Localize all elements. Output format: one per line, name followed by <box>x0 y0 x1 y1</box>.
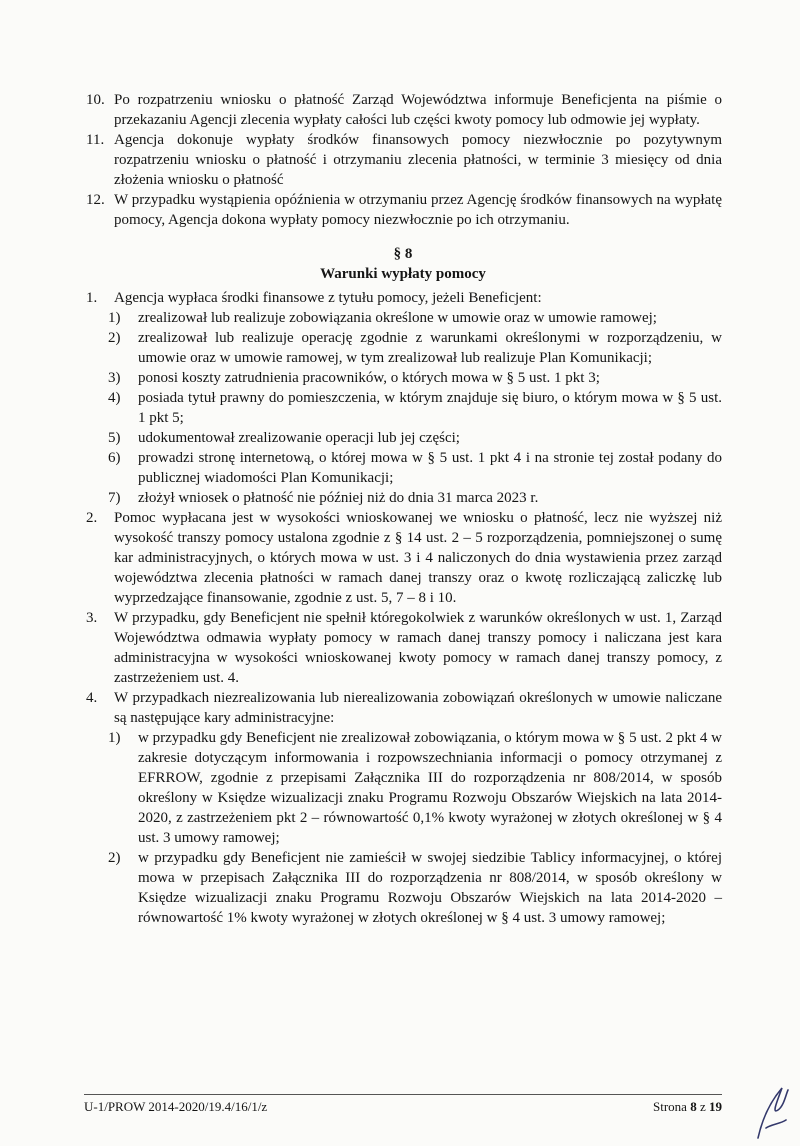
list-item-number: 6) <box>108 450 121 466</box>
list-item <box>84 388 722 428</box>
list-item-number: 7) <box>108 490 121 506</box>
numbered-paragraph <box>84 688 722 728</box>
document-reference: U-1/PROW 2014-2020/19.4/16/1/z <box>84 1099 268 1114</box>
list-item-text: w przypadku gdy Beneficjent nie zamieścił w swojej siedzibie Tablicy informacyjnej, o której mowa w przepisach Załącznika III do rozporządzenia nr 808/2014, w sposób określony w Księdze wizualizacji znaku Programu Rozwoju Obszarów Wiejskich na lata 2014-2020 – równowartość 1% kwoty wyrażonej w złotych określonej w § 4 ust. 3 umowy ramowej; <box>138 850 722 926</box>
paragraph-number: 12. <box>86 192 105 208</box>
paragraph-number: 3. <box>86 610 98 626</box>
numbered-paragraph <box>84 288 722 308</box>
list-item-number: 4) <box>108 390 121 406</box>
handwritten-signature <box>752 1080 792 1146</box>
numbered-paragraph <box>84 190 722 230</box>
paragraph-number: 11. <box>86 132 105 148</box>
paragraph-text: Agencja wypłaca środki finansowe z tytułu pomocy, jeżeli Beneficjent: <box>114 290 542 306</box>
list-item-text: zrealizował lub realizuje zobowiązania określone w umowie oraz w umowie ramowej; <box>138 310 657 326</box>
numbered-paragraph <box>84 508 722 608</box>
list-item-text: złożył wniosek o płatność nie później niż do dnia 31 marca 2023 r. <box>138 490 539 506</box>
paragraph-text: Pomoc wypłacana jest w wysokości wnioskowanej we wniosku o płatność, lecz nie wyższej niż wysokość transzy pomocy ustalona zgodnie z § 14 ust. 2 – 5 rozporządzenia, pomniejszonej o sumę kar administracyjnych, o których mowa w ust. 3 i 4 naliczonych do dnia wystawienia przez zarząd województwa zlecenia płatności w ramach danej transzy oraz o kwotę rozliczającą zaliczkę lub wyprzedzające finansowanie, zgodnie z ust. 5, 7 – 8 i 10. <box>114 510 722 606</box>
section-number: § 8 <box>393 246 413 262</box>
list-item-number: 5) <box>108 430 121 446</box>
list-item-text: prowadzi stronę internetową, o której mowa w § 5 ust. 1 pkt 4 i na stronie tej został podany do publicznej wiadomości Plan Komunikacji; <box>138 450 722 486</box>
paragraph-number: 1. <box>86 290 98 306</box>
list-item <box>84 848 722 928</box>
list-item-text: zrealizował lub realizuje operację zgodnie z warunkami określonymi w rozporządzeniu, w umowie oraz w umowie ramowej, w tym zrealizował lub realizuje Plan Komunikacji; <box>138 330 722 366</box>
paragraph-number: 4. <box>86 690 98 706</box>
list-item-number: 2) <box>108 330 121 346</box>
paragraph-text: W przypadku, gdy Beneficjent nie spełnił któregokolwiek z warunków określonych w ust. 1, Zarząd Województwa odmawia wypłaty pomocy w ramach danej transzy pomocy i naliczana jest kara administracyjna w wysokości wnioskowanej kwoty pomocy w ramach danej transzy pomocy, z zastrzeżeniem ust. 4. <box>114 610 722 686</box>
list-item <box>84 308 722 328</box>
paragraph-number: 10. <box>86 92 105 108</box>
list-item <box>84 428 722 448</box>
paragraph-number: 2. <box>86 510 98 526</box>
list-item-text: udokumentował zrealizowanie operacji lub jej części; <box>138 430 460 446</box>
paragraph-text: W przypadkach niezrealizowania lub nierealizowania zobowiązań określonych w umowie naliczane są następujące kary administracyjne: <box>114 690 722 726</box>
list-item <box>84 728 722 848</box>
paragraph-text: Po rozpatrzeniu wniosku o płatność Zarząd Województwa informuje Beneficjenta na piśmie o przekazaniu Agencji zlecenia wypłaty całości lub części kwoty pomocy lub odmowie jej wypłaty. <box>114 92 722 128</box>
page-number: Strona 8 z 19 <box>653 1099 722 1114</box>
list-item-number: 3) <box>108 370 121 386</box>
list-item-number: 1) <box>108 310 121 326</box>
list-item-text: ponosi koszty zatrudnienia pracowników, o których mowa w § 5 ust. 1 pkt 3; <box>138 370 600 386</box>
paragraph-text: Agencja dokonuje wypłaty środków finansowych pomocy niezwłocznie po pozytywnym rozpatrzeniu wniosku o płatność i otrzymaniu zlecenia płatności, w terminie 3 miesięcy od dnia złożenia wniosku o płatność <box>114 132 722 188</box>
list-item <box>84 448 722 488</box>
numbered-paragraph <box>84 90 722 130</box>
document-body <box>84 90 722 928</box>
list-item-text: w przypadku gdy Beneficjent nie zrealizował zobowiązania, o którym mowa w § 5 ust. 2 pkt 4 w zakresie dotyczącym informowania i rozpowszechniania informacji o pomocy otrzymanej z EFRROW, zgodnie z przepisami Załącznika III do rozporządzenia nr 808/2014, w sposób określony w Księdze wizualizacji znaku Programu Rozwoju Obszarów Wiejskich na lata 2014-2020, z zastrzeżeniem pkt 2 – równowartość 0,1% kwoty wyrażonej w złotych określonej w § 4 ust. 3 umowy ramowej; <box>138 730 722 846</box>
paragraph-text: W przypadku wystąpienia opóźnienia w otrzymaniu przez Agencję środków finansowych na wypłatę pomocy, Agencja dokona wypłaty pomocy niezwłocznie po ich otrzymaniu. <box>114 192 722 228</box>
numbered-paragraph <box>84 130 722 190</box>
list-item <box>84 328 722 368</box>
section-title: Warunki wypłaty pomocy <box>320 266 486 282</box>
page-footer <box>84 1094 722 1115</box>
list-item <box>84 488 722 508</box>
list-item <box>84 368 722 388</box>
numbered-paragraph <box>84 608 722 688</box>
list-item-text: posiada tytuł prawny do pomieszczenia, w którym znajduje się biuro, o którym mowa w § 5 ust. 1 pkt 5; <box>138 390 722 426</box>
list-item-number: 2) <box>108 850 121 866</box>
list-item-number: 1) <box>108 730 121 746</box>
